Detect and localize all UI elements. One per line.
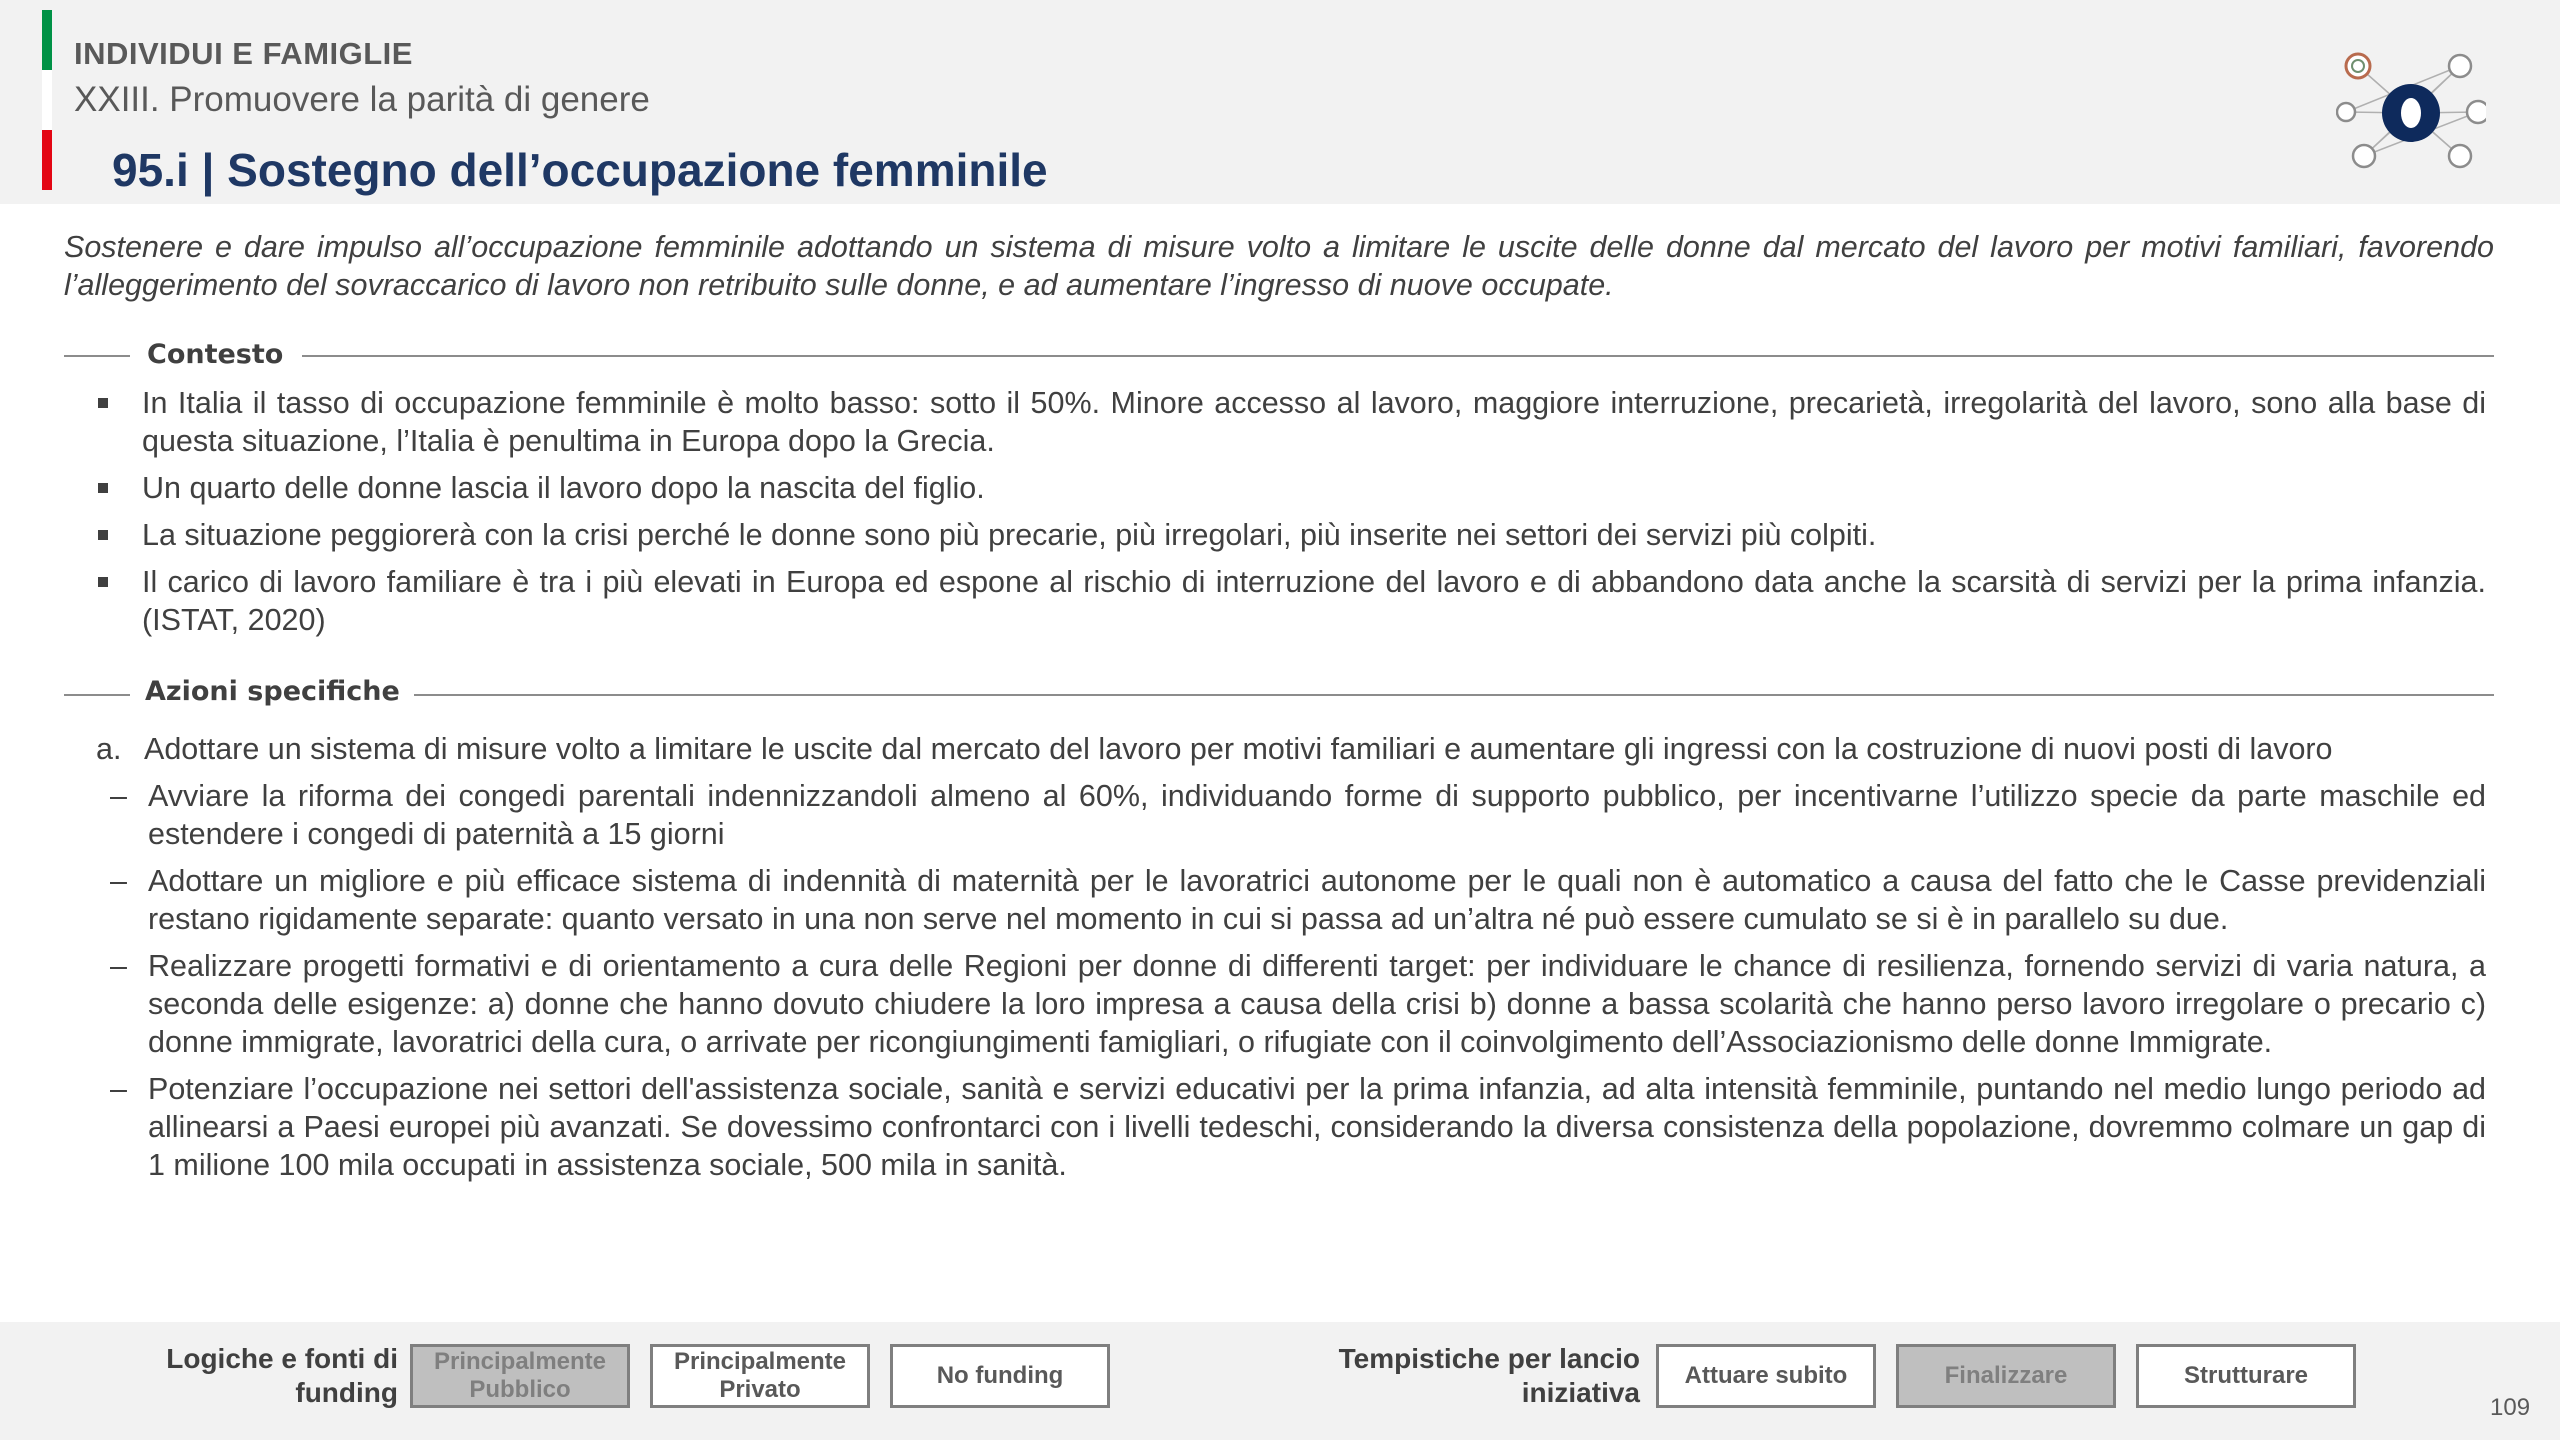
flag-green-stripe	[42, 10, 52, 70]
funding-option-no-funding[interactable]: No funding	[890, 1344, 1110, 1408]
bullet-square-icon	[98, 398, 108, 408]
contesto-heading: Contesto	[147, 339, 284, 370]
dash-marker: –	[110, 1072, 127, 1106]
list-item: Il carico di lavoro familiare è tra i più elevati in Europa ed espone al rischio di interruzione del lavoro e di abbandono data anche la scarsità di servizi per la prima infanzia. (ISTAT, 2020)	[88, 563, 2486, 639]
azioni-divider-right	[414, 694, 2494, 696]
dash-marker: –	[110, 779, 127, 813]
action-a-marker: a.	[96, 732, 122, 766]
flag-white-stripe	[42, 70, 52, 130]
page-title: 95.i | Sostegno dell’occupazione femminile	[112, 144, 1048, 196]
network-logo-icon	[2336, 46, 2486, 176]
funding-option-privato[interactable]: Principalmente Privato	[650, 1344, 870, 1408]
funding-label: Logiche e fonti di funding	[166, 1343, 398, 1408]
action-a	[96, 730, 2486, 768]
contesto-divider-left	[64, 355, 130, 357]
timing-option-finalizzare[interactable]: Finalizzare	[1896, 1344, 2116, 1408]
list-item: – Potenziare l’occupazione nei settori dell'assistenza sociale, sanità e servizi educativi per la prima infanzia, ad alta intensità femminile, puntando nel medio lungo periodo ad allinearsi a Paesi europei più avanzati. Se dovessimo confrontarci con i livelli tedeschi, considerando la diversa consistenza della popolazione, dovremmo colmare un gap di 1 milione 100 mila occupati in assistenza sociale, 500 mila in sanità.	[110, 1072, 2486, 1182]
page-number: 109	[2490, 1394, 2531, 1421]
list-item: La situazione peggiorerà con la crisi perché le donne sono più precarie, più irregolari, più inserite nei settori dei servizi più colpiti.	[88, 516, 2486, 554]
action-a-text: Adottare un sistema di misure volto a limitare le uscite dal mercato del lavoro per motivi familiari e aumentare gli ingressi con la costruzione di nuovi posti di lavoro	[144, 732, 2333, 766]
flag-red-stripe	[42, 130, 52, 190]
subsection-title: XXIII. Promuovere la parità di genere	[74, 80, 650, 119]
funding-option-pubblico[interactable]: Principalmente Pubblico	[410, 1344, 630, 1408]
list-item: – Realizzare progetti formativi e di orientamento a cura delle Regioni per donne di differenti target: per individuare le chance di resilienza, fornendo servizi di varia natura, a seconda delle esigenze: a) donne che hanno dovuto chiudere la loro impresa a causa della crisi b) donne a bassa scolarità che hanno perso lavoro irregolare o precario c) donne immigrate, lavoratrici della cura, o arrivate per ricongiungimenti famigliari, o rifugiate con il coinvolgimento dell’Associazionismo delle donne Immigrate.	[110, 949, 2486, 1059]
bullet-square-icon	[98, 530, 108, 540]
dash-marker: –	[110, 864, 127, 898]
list-item: In Italia il tasso di occupazione femminile è molto basso: sotto il 50%. Minore accesso al lavoro, maggiore interruzione, precarietà, irregolarità del lavoro, sono alla base di questa situazione, l’Italia è penultima in Europa dopo la Grecia.	[88, 384, 2486, 460]
timing-label: Tempistiche per lancio iniziativa	[1338, 1343, 1640, 1408]
bullet-square-icon	[98, 577, 108, 587]
contesto-divider-right	[302, 355, 2494, 357]
list-item: Un quarto delle donne lascia il lavoro dopo la nascita del figlio.	[88, 469, 2486, 507]
section-label: INDIVIDUI E FAMIGLIE	[74, 36, 413, 71]
list-item: – Adottare un migliore e più efficace sistema di indennità di maternità per le lavoratrici autonome per le quali non è automatico a causa del fatto che le Casse previdenziali restano rigidamente separate: quanto versato in una non serve nel momento in cui si passa ad un’altra né può essere cumulato se si è in parallelo su due.	[110, 864, 2486, 936]
list-item: – Avviare la riforma dei congedi parentali indennizzandoli almeno al 60%, individuando forme di supporto pubblico, per incentivarne l’utilizzo specie da parte maschile ed estendere i congedi di paternità a 15 giorni	[110, 779, 2486, 851]
timing-option-strutturare[interactable]: Strutturare	[2136, 1344, 2356, 1408]
dash-marker: –	[110, 949, 127, 983]
context-bullet-list	[88, 384, 2486, 648]
azioni-divider-left	[64, 694, 130, 696]
bullet-square-icon	[98, 483, 108, 493]
azioni-heading: Azioni specifiche	[145, 676, 400, 707]
actions-list	[96, 730, 2486, 1193]
timing-option-attuare-subito[interactable]: Attuare subito	[1656, 1344, 1876, 1408]
intro-paragraph: Sostenere e dare impulso all’occupazione femminile adottando un sistema di misure volto a limitare le uscite delle donne dal mercato del lavoro per motivi familiari, favorendo l’alleggerimento del sovraccarico di lavoro non retribuito sulle donne, e ad aumentare l’ingresso di nuove occupate.	[64, 230, 2494, 302]
